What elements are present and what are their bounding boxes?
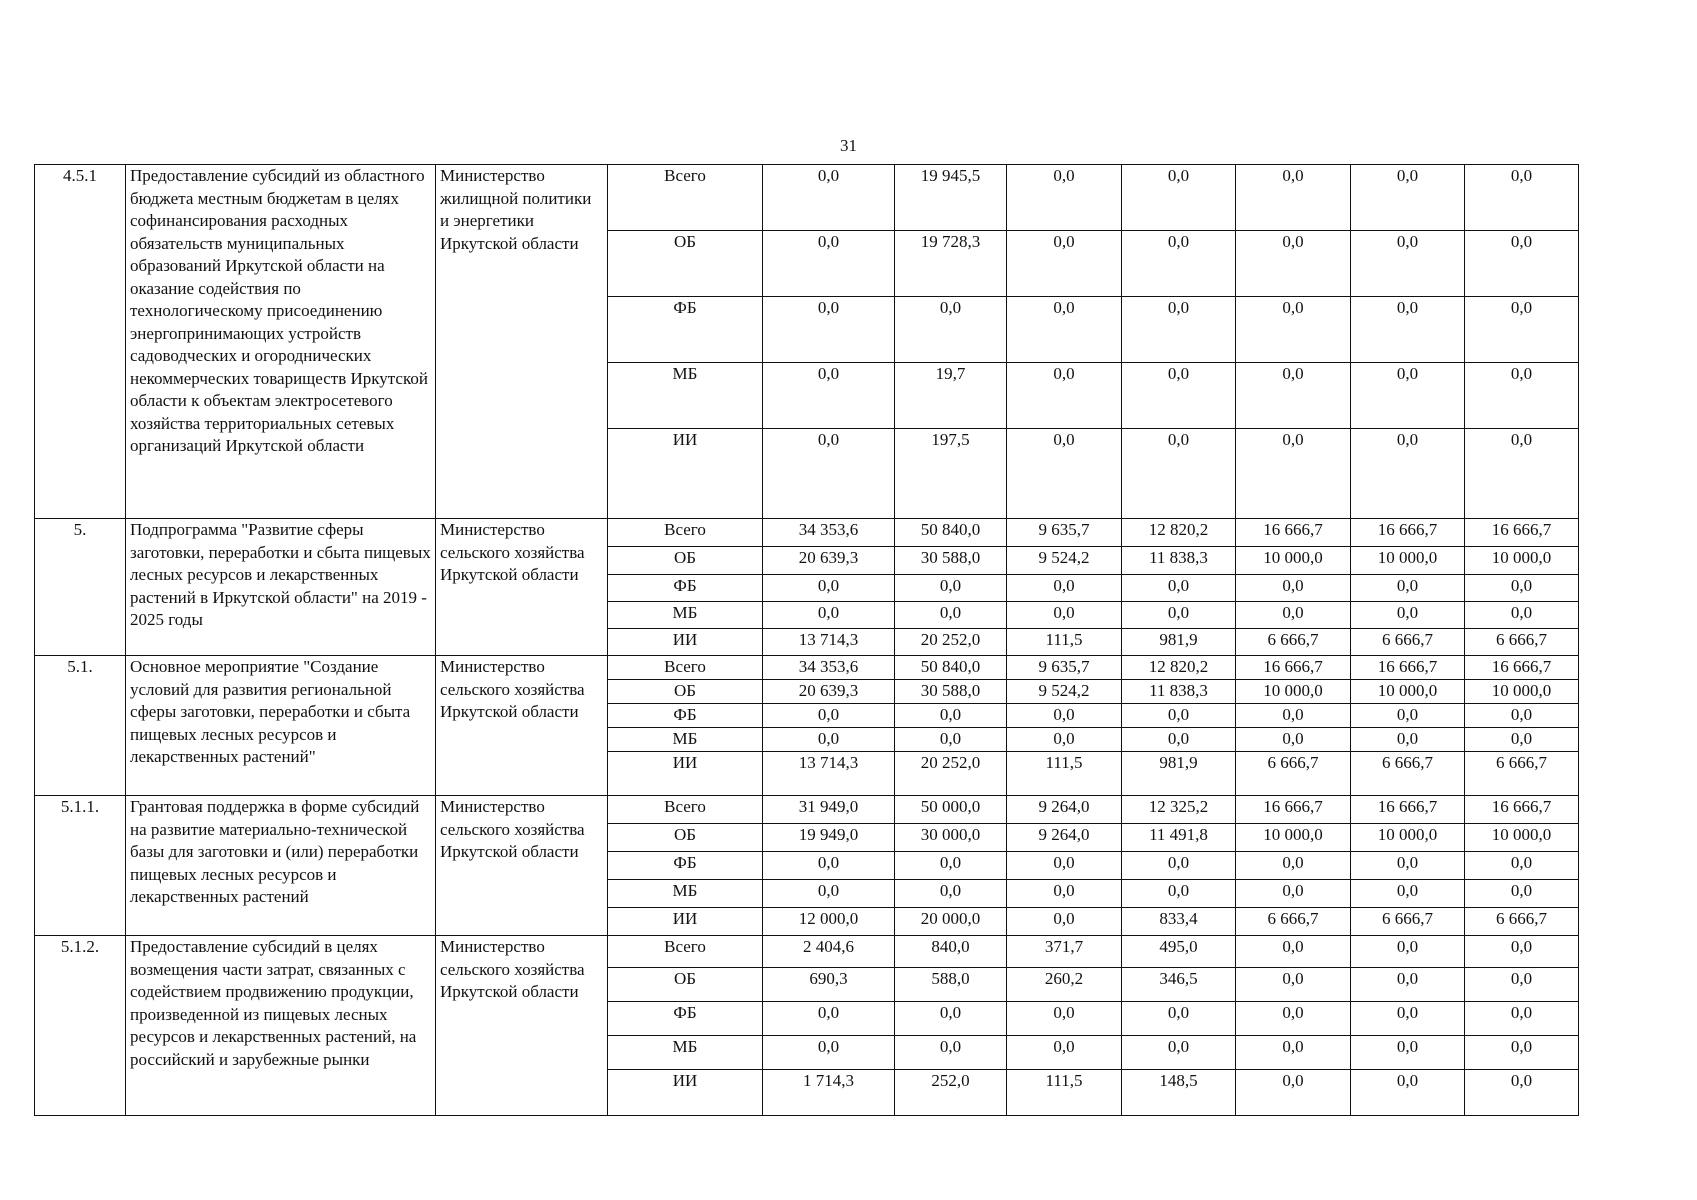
amount-cell: 0,0 bbox=[763, 363, 895, 429]
amount-cell: 10 000,0 bbox=[1236, 824, 1351, 852]
amount-cell: 0,0 bbox=[1465, 429, 1579, 519]
funding-source: Всего bbox=[608, 796, 763, 824]
funding-source: Всего bbox=[608, 936, 763, 968]
amount-cell: 0,0 bbox=[763, 297, 895, 363]
amount-cell: 10 000,0 bbox=[1465, 547, 1579, 575]
amount-cell: 16 666,7 bbox=[1465, 656, 1579, 680]
amount-cell: 197,5 bbox=[895, 429, 1007, 519]
amount-cell: 0,0 bbox=[1122, 880, 1236, 908]
amount-cell: 0,0 bbox=[763, 852, 895, 880]
item-name: Грантовая поддержка в форме субсидий на развитие материально-технической базы для заготовки и (или) переработки пищевых лесных ресурсов и лекарственных растений bbox=[126, 796, 436, 936]
amount-cell: 0,0 bbox=[1236, 297, 1351, 363]
amount-cell: 0,0 bbox=[1351, 575, 1465, 602]
funding-source: ОБ bbox=[608, 547, 763, 575]
amount-cell: 588,0 bbox=[895, 968, 1007, 1002]
amount-cell: 9 635,7 bbox=[1007, 656, 1122, 680]
amount-cell: 0,0 bbox=[1236, 704, 1351, 728]
amount-cell: 0,0 bbox=[1007, 165, 1122, 231]
amount-cell: 0,0 bbox=[1007, 704, 1122, 728]
amount-cell: 0,0 bbox=[1122, 363, 1236, 429]
funding-source: ИИ bbox=[608, 1070, 763, 1116]
amount-cell: 0,0 bbox=[1007, 1036, 1122, 1070]
amount-cell: 0,0 bbox=[1122, 297, 1236, 363]
amount-cell: 0,0 bbox=[763, 728, 895, 752]
amount-cell: 0,0 bbox=[1236, 968, 1351, 1002]
amount-cell: 9 264,0 bbox=[1007, 824, 1122, 852]
funding-source: МБ bbox=[608, 728, 763, 752]
item-name: Подпрограмма "Развитие сферы заготовки, переработки и сбыта пищевых лесных ресурсов и лекарственных растений в Иркутской области" на 2019 - 2025 годы bbox=[126, 519, 436, 656]
amount-cell: 0,0 bbox=[1465, 297, 1579, 363]
amount-cell: 260,2 bbox=[1007, 968, 1122, 1002]
amount-cell: 0,0 bbox=[1007, 908, 1122, 936]
funding-source: ИИ bbox=[608, 752, 763, 796]
amount-cell: 0,0 bbox=[1007, 575, 1122, 602]
amount-cell: 50 840,0 bbox=[895, 656, 1007, 680]
amount-cell: 0,0 bbox=[1465, 1002, 1579, 1036]
amount-cell: 0,0 bbox=[1351, 363, 1465, 429]
amount-cell: 16 666,7 bbox=[1236, 656, 1351, 680]
amount-cell: 20 252,0 bbox=[895, 752, 1007, 796]
amount-cell: 6 666,7 bbox=[1351, 752, 1465, 796]
amount-cell: 12 000,0 bbox=[763, 908, 895, 936]
amount-cell: 0,0 bbox=[1351, 852, 1465, 880]
amount-cell: 0,0 bbox=[1465, 575, 1579, 602]
amount-cell: 0,0 bbox=[895, 704, 1007, 728]
amount-cell: 0,0 bbox=[1236, 429, 1351, 519]
amount-cell: 0,0 bbox=[1122, 602, 1236, 629]
amount-cell: 0,0 bbox=[1351, 602, 1465, 629]
budget-table bbox=[34, 164, 1579, 1116]
amount-cell: 0,0 bbox=[763, 1002, 895, 1036]
amount-cell: 0,0 bbox=[763, 429, 895, 519]
amount-cell: 11 838,3 bbox=[1122, 680, 1236, 704]
funding-source: МБ bbox=[608, 602, 763, 629]
amount-cell: 0,0 bbox=[895, 297, 1007, 363]
amount-cell: 20 639,3 bbox=[763, 680, 895, 704]
amount-cell: 0,0 bbox=[1007, 1002, 1122, 1036]
amount-cell: 16 666,7 bbox=[1236, 796, 1351, 824]
amount-cell: 0,0 bbox=[895, 575, 1007, 602]
page-number: 31 bbox=[840, 136, 857, 155]
amount-cell: 0,0 bbox=[1465, 1070, 1579, 1116]
amount-cell: 0,0 bbox=[1465, 363, 1579, 429]
amount-cell: 0,0 bbox=[1351, 1036, 1465, 1070]
amount-cell: 0,0 bbox=[1122, 165, 1236, 231]
amount-cell: 10 000,0 bbox=[1351, 824, 1465, 852]
amount-cell: 16 666,7 bbox=[1351, 519, 1465, 547]
amount-cell: 19 728,3 bbox=[895, 231, 1007, 297]
amount-cell: 20 252,0 bbox=[895, 629, 1007, 656]
amount-cell: 0,0 bbox=[763, 575, 895, 602]
table-row bbox=[35, 936, 1579, 968]
amount-cell: 0,0 bbox=[1465, 936, 1579, 968]
amount-cell: 0,0 bbox=[1007, 363, 1122, 429]
amount-cell: 6 666,7 bbox=[1351, 908, 1465, 936]
amount-cell: 12 325,2 bbox=[1122, 796, 1236, 824]
amount-cell: 0,0 bbox=[1236, 1070, 1351, 1116]
amount-cell: 30 000,0 bbox=[895, 824, 1007, 852]
amount-cell: 0,0 bbox=[763, 880, 895, 908]
amount-cell: 0,0 bbox=[763, 231, 895, 297]
item-executor: Министерство жилищной политики и энергетики Иркутской области bbox=[436, 165, 608, 519]
amount-cell: 0,0 bbox=[1236, 575, 1351, 602]
amount-cell: 12 820,2 bbox=[1122, 519, 1236, 547]
amount-cell: 11 838,3 bbox=[1122, 547, 1236, 575]
table-row bbox=[35, 796, 1579, 824]
amount-cell: 0,0 bbox=[1236, 165, 1351, 231]
amount-cell: 0,0 bbox=[895, 728, 1007, 752]
funding-source: Всего bbox=[608, 165, 763, 231]
amount-cell: 0,0 bbox=[1122, 704, 1236, 728]
amount-cell: 0,0 bbox=[1465, 165, 1579, 231]
funding-source: ФБ bbox=[608, 852, 763, 880]
item-number: 5.1. bbox=[35, 656, 126, 796]
amount-cell: 0,0 bbox=[1351, 165, 1465, 231]
funding-source: ФБ bbox=[608, 704, 763, 728]
item-number: 4.5.1 bbox=[35, 165, 126, 519]
amount-cell: 30 588,0 bbox=[895, 680, 1007, 704]
table-row bbox=[35, 656, 1579, 680]
amount-cell: 6 666,7 bbox=[1465, 629, 1579, 656]
amount-cell: 0,0 bbox=[895, 1036, 1007, 1070]
amount-cell: 0,0 bbox=[895, 880, 1007, 908]
amount-cell: 0,0 bbox=[763, 165, 895, 231]
amount-cell: 9 524,2 bbox=[1007, 547, 1122, 575]
amount-cell: 0,0 bbox=[763, 704, 895, 728]
amount-cell: 50 000,0 bbox=[895, 796, 1007, 824]
item-name: Предоставление субсидий в целях возмещения части затрат, связанных с содействием продвижению продукции, произведенной из пищевых лесных ресурсов и лекарственных растений, на российский и зарубежные рынки bbox=[126, 936, 436, 1116]
amount-cell: 0,0 bbox=[1465, 704, 1579, 728]
amount-cell: 6 666,7 bbox=[1465, 908, 1579, 936]
amount-cell: 0,0 bbox=[1351, 1070, 1465, 1116]
amount-cell: 0,0 bbox=[1007, 429, 1122, 519]
amount-cell: 981,9 bbox=[1122, 629, 1236, 656]
amount-cell: 0,0 bbox=[1236, 880, 1351, 908]
amount-cell: 6 666,7 bbox=[1236, 908, 1351, 936]
amount-cell: 0,0 bbox=[1122, 575, 1236, 602]
amount-cell: 0,0 bbox=[1122, 429, 1236, 519]
amount-cell: 16 666,7 bbox=[1465, 796, 1579, 824]
table-row bbox=[35, 519, 1579, 547]
amount-cell: 0,0 bbox=[1465, 1036, 1579, 1070]
amount-cell: 0,0 bbox=[1465, 231, 1579, 297]
amount-cell: 0,0 bbox=[1236, 728, 1351, 752]
amount-cell: 0,0 bbox=[1122, 852, 1236, 880]
funding-source: ИИ bbox=[608, 629, 763, 656]
amount-cell: 0,0 bbox=[1465, 968, 1579, 1002]
amount-cell: 13 714,3 bbox=[763, 752, 895, 796]
amount-cell: 20 000,0 bbox=[895, 908, 1007, 936]
amount-cell: 34 353,6 bbox=[763, 519, 895, 547]
amount-cell: 12 820,2 bbox=[1122, 656, 1236, 680]
amount-cell: 1 714,3 bbox=[763, 1070, 895, 1116]
amount-cell: 16 666,7 bbox=[1236, 519, 1351, 547]
amount-cell: 0,0 bbox=[1236, 852, 1351, 880]
amount-cell: 0,0 bbox=[1007, 231, 1122, 297]
amount-cell: 10 000,0 bbox=[1236, 547, 1351, 575]
funding-source: ОБ bbox=[608, 968, 763, 1002]
funding-source: ФБ bbox=[608, 1002, 763, 1036]
amount-cell: 10 000,0 bbox=[1351, 547, 1465, 575]
funding-source: ФБ bbox=[608, 297, 763, 363]
amount-cell: 0,0 bbox=[1351, 1002, 1465, 1036]
amount-cell: 690,3 bbox=[763, 968, 895, 1002]
item-executor: Министерство сельского хозяйства Иркутской области bbox=[436, 656, 608, 796]
amount-cell: 252,0 bbox=[895, 1070, 1007, 1116]
item-executor: Министерство сельского хозяйства Иркутской области bbox=[436, 519, 608, 656]
amount-cell: 0,0 bbox=[763, 1036, 895, 1070]
amount-cell: 0,0 bbox=[1236, 231, 1351, 297]
funding-source: ОБ bbox=[608, 231, 763, 297]
amount-cell: 0,0 bbox=[1007, 602, 1122, 629]
amount-cell: 10 000,0 bbox=[1351, 680, 1465, 704]
funding-source: ИИ bbox=[608, 908, 763, 936]
amount-cell: 13 714,3 bbox=[763, 629, 895, 656]
amount-cell: 0,0 bbox=[1236, 1036, 1351, 1070]
amount-cell: 16 666,7 bbox=[1351, 656, 1465, 680]
amount-cell: 0,0 bbox=[1465, 852, 1579, 880]
amount-cell: 111,5 bbox=[1007, 629, 1122, 656]
amount-cell: 0,0 bbox=[1465, 728, 1579, 752]
amount-cell: 0,0 bbox=[1122, 1002, 1236, 1036]
amount-cell: 0,0 bbox=[1236, 1002, 1351, 1036]
amount-cell: 0,0 bbox=[1351, 704, 1465, 728]
item-name: Предоставление субсидий из областного бюджета местным бюджетам в целях софинансирования расходных обязательств муниципальных образований Иркутской области на оказание содействия по технологическому присоединению энергопринимающих устройств садоводческих и огороднических некоммерческих товариществ Иркутской области к объектам электросетевого хозяйства территориальных сетевых организаций Иркутской области bbox=[126, 165, 436, 519]
amount-cell: 19 945,5 bbox=[895, 165, 1007, 231]
amount-cell: 346,5 bbox=[1122, 968, 1236, 1002]
amount-cell: 111,5 bbox=[1007, 752, 1122, 796]
amount-cell: 981,9 bbox=[1122, 752, 1236, 796]
amount-cell: 148,5 bbox=[1122, 1070, 1236, 1116]
amount-cell: 11 491,8 bbox=[1122, 824, 1236, 852]
amount-cell: 6 666,7 bbox=[1236, 629, 1351, 656]
funding-source: ФБ bbox=[608, 575, 763, 602]
amount-cell: 0,0 bbox=[1351, 728, 1465, 752]
item-number: 5.1.2. bbox=[35, 936, 126, 1116]
funding-source: Всего bbox=[608, 519, 763, 547]
amount-cell: 0,0 bbox=[1007, 728, 1122, 752]
amount-cell: 0,0 bbox=[1007, 880, 1122, 908]
amount-cell: 0,0 bbox=[1351, 231, 1465, 297]
amount-cell: 10 000,0 bbox=[1465, 680, 1579, 704]
amount-cell: 0,0 bbox=[763, 602, 895, 629]
amount-cell: 9 635,7 bbox=[1007, 519, 1122, 547]
amount-cell: 0,0 bbox=[895, 852, 1007, 880]
amount-cell: 16 666,7 bbox=[1465, 519, 1579, 547]
amount-cell: 19,7 bbox=[895, 363, 1007, 429]
funding-source: ИИ bbox=[608, 429, 763, 519]
amount-cell: 31 949,0 bbox=[763, 796, 895, 824]
amount-cell: 0,0 bbox=[1351, 936, 1465, 968]
amount-cell: 6 666,7 bbox=[1351, 629, 1465, 656]
funding-source: ОБ bbox=[608, 824, 763, 852]
amount-cell: 50 840,0 bbox=[895, 519, 1007, 547]
item-number: 5. bbox=[35, 519, 126, 656]
funding-source: МБ bbox=[608, 1036, 763, 1070]
amount-cell: 0,0 bbox=[1007, 297, 1122, 363]
amount-cell: 0,0 bbox=[895, 602, 1007, 629]
amount-cell: 34 353,6 bbox=[763, 656, 895, 680]
item-executor: Министерство сельского хозяйства Иркутской области bbox=[436, 936, 608, 1116]
amount-cell: 0,0 bbox=[1465, 602, 1579, 629]
amount-cell: 9 264,0 bbox=[1007, 796, 1122, 824]
funding-source: МБ bbox=[608, 363, 763, 429]
amount-cell: 10 000,0 bbox=[1236, 680, 1351, 704]
funding-source: МБ bbox=[608, 880, 763, 908]
funding-source: Всего bbox=[608, 656, 763, 680]
amount-cell: 840,0 bbox=[895, 936, 1007, 968]
item-number: 5.1.1. bbox=[35, 796, 126, 936]
amount-cell: 833,4 bbox=[1122, 908, 1236, 936]
amount-cell: 495,0 bbox=[1122, 936, 1236, 968]
amount-cell: 0,0 bbox=[1122, 231, 1236, 297]
amount-cell: 19 949,0 bbox=[763, 824, 895, 852]
amount-cell: 0,0 bbox=[1351, 880, 1465, 908]
amount-cell: 0,0 bbox=[1236, 602, 1351, 629]
amount-cell: 6 666,7 bbox=[1465, 752, 1579, 796]
amount-cell: 0,0 bbox=[1351, 297, 1465, 363]
amount-cell: 20 639,3 bbox=[763, 547, 895, 575]
amount-cell: 9 524,2 bbox=[1007, 680, 1122, 704]
amount-cell: 30 588,0 bbox=[895, 547, 1007, 575]
amount-cell: 0,0 bbox=[895, 1002, 1007, 1036]
amount-cell: 111,5 bbox=[1007, 1070, 1122, 1116]
amount-cell: 0,0 bbox=[1465, 880, 1579, 908]
amount-cell: 6 666,7 bbox=[1236, 752, 1351, 796]
funding-source: ОБ bbox=[608, 680, 763, 704]
amount-cell: 0,0 bbox=[1007, 852, 1122, 880]
amount-cell: 0,0 bbox=[1351, 968, 1465, 1002]
amount-cell: 0,0 bbox=[1122, 728, 1236, 752]
item-name: Основное мероприятие "Создание условий для развития региональной сферы заготовки, переработки и сбыта пищевых лесных ресурсов и лекарственных растений" bbox=[126, 656, 436, 796]
amount-cell: 0,0 bbox=[1236, 936, 1351, 968]
table-row bbox=[35, 165, 1579, 231]
amount-cell: 0,0 bbox=[1236, 363, 1351, 429]
amount-cell: 0,0 bbox=[1122, 1036, 1236, 1070]
amount-cell: 0,0 bbox=[1351, 429, 1465, 519]
amount-cell: 10 000,0 bbox=[1465, 824, 1579, 852]
amount-cell: 16 666,7 bbox=[1351, 796, 1465, 824]
amount-cell: 371,7 bbox=[1007, 936, 1122, 968]
amount-cell: 2 404,6 bbox=[763, 936, 895, 968]
item-executor: Министерство сельского хозяйства Иркутской области bbox=[436, 796, 608, 936]
